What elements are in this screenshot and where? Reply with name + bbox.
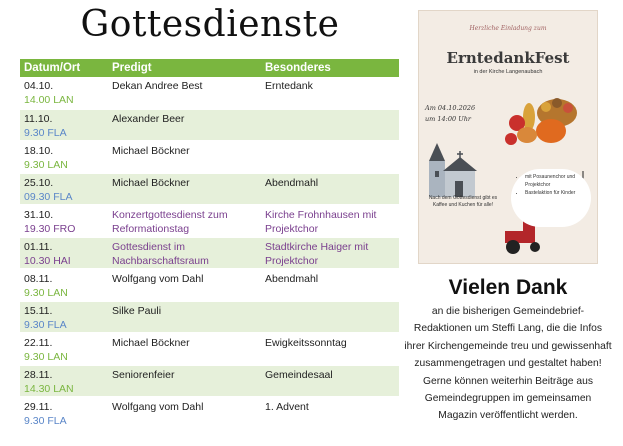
besonderes-cell: 1. Advent (261, 397, 399, 429)
date: 28.11. (24, 369, 53, 381)
predigt-cell: Seniorenfeier (108, 365, 261, 397)
date-cell (20, 333, 108, 365)
erntedank-flyer (418, 10, 598, 264)
table-row (20, 365, 399, 397)
date-cell (20, 269, 108, 301)
date: 31.10. (24, 209, 54, 221)
time-location: 14.00 LAN (24, 94, 74, 106)
column-header-date: Datum/Ort (20, 59, 108, 77)
flyer-bullet: • mit Posaunenchor und Projektchor (525, 173, 591, 189)
predigt-cell: Wolfgang vom Dahl (108, 269, 261, 301)
besonderes-cell (261, 141, 399, 173)
date: 15.11. (24, 305, 53, 317)
date-cell (20, 205, 108, 237)
date-cell (20, 301, 108, 333)
flyer-info-bubble (511, 169, 591, 227)
time-location: 19.30 FRO (24, 223, 76, 235)
date: 29.11. (24, 401, 53, 413)
date: 22.11. (24, 337, 53, 349)
thanks-text: an die bisherigen Gemeindebrief-Redaktionen um Steffi Lang, die die Infos ihrer Kirchengemeinde treu und gewissenhaft zusammengetragen und gestaltet haben! Gerne können weiterhin Beiträge aus Gemeindegruppen im gemeinsamen Magazin veröffentlicht werden. (404, 306, 612, 422)
table-row (20, 77, 399, 109)
besonderes-cell (261, 109, 399, 141)
table-row (20, 237, 399, 269)
table-row (20, 269, 399, 301)
page-title: Gottesdienste (80, 4, 340, 45)
date: 08.11. (24, 273, 53, 285)
predigt-cell: Michael Böckner (108, 333, 261, 365)
predigt-cell: Michael Böckner (108, 173, 261, 205)
flyer-note: Nach dem Gottesdienst gibt es Kaffee und Kuchen für alle! (428, 195, 498, 208)
table-row (20, 109, 399, 141)
date: 01.11. (24, 241, 53, 253)
time-location: 9.30 FLA (24, 319, 67, 331)
predigt-cell: Silke Pauli (108, 301, 261, 333)
table-row (20, 205, 399, 237)
predigt-cell: Michael Böckner (108, 141, 261, 173)
flyer-time-line: um 14:00 Uhr (425, 115, 471, 123)
table-row (20, 141, 399, 173)
date-cell (20, 109, 108, 141)
date-cell (20, 141, 108, 173)
table-row (20, 397, 399, 429)
date-cell (20, 397, 108, 429)
time-location: 10.30 HAI (24, 255, 71, 267)
time-location: 14.30 LAN (24, 383, 74, 395)
time-location: 9.30 LAN (24, 287, 68, 299)
flyer-date (425, 103, 475, 125)
besonderes-cell: Kirche Frohnhausen mit Projektchor (261, 205, 399, 237)
predigt-cell: Wolfgang vom Dahl (108, 397, 261, 429)
flyer-date-line: Am 04.10.2026 (425, 104, 476, 112)
predigt-cell: Konzertgottesdienst zum Reformationstag (108, 205, 261, 237)
time-location: 09.30 FLA (24, 191, 73, 203)
table-row (20, 301, 399, 333)
date: 18.10. (24, 145, 54, 157)
date: 04.10. (24, 80, 54, 92)
besonderes-cell: Gemeindesaal (261, 365, 399, 397)
flyer-bullet: • Bastelaktion für Kinder (525, 189, 591, 197)
predigt-cell: Dekan Andree Best (108, 77, 261, 109)
date-cell (20, 77, 108, 109)
column-header-predigt: Predigt (108, 59, 261, 77)
flyer-subtitle: in der Kirche Langenaubach (473, 69, 543, 75)
time-location: 9.30 FLA (24, 127, 67, 139)
predigt-cell: Alexander Beer (108, 109, 261, 141)
besonderes-cell: Abendmahl (261, 269, 399, 301)
services-table (20, 59, 399, 430)
besonderes-cell (261, 301, 399, 333)
table-row (20, 173, 399, 205)
time-location: 9.30 FLA (24, 415, 67, 427)
predigt-cell: Gottesdienst im Nachbarschaftsraum (108, 237, 261, 269)
besonderes-cell: Ewigkeitssonntag (261, 333, 399, 365)
thanks-heading: Vielen Dank (448, 276, 568, 299)
table-row (20, 333, 399, 365)
time-location: 9.30 LAN (24, 351, 68, 363)
date-cell (20, 173, 108, 205)
date-cell (20, 237, 108, 269)
date: 11.10. (24, 113, 53, 125)
besonderes-cell: Erntedank (261, 77, 399, 109)
besonderes-cell: Stadtkirche Haiger mit Projektchor (261, 237, 399, 269)
besonderes-cell: Abendmahl (261, 173, 399, 205)
date: 25.10. (24, 177, 54, 189)
time-location: 9.30 LAN (24, 159, 68, 171)
flyer-title: ErntedankFest (446, 49, 570, 67)
flyer-invitation: Herzliche Einladung zum (469, 25, 547, 32)
table-header-row (20, 59, 399, 77)
date-cell (20, 365, 108, 397)
column-header-besonderes: Besonderes (261, 59, 399, 77)
